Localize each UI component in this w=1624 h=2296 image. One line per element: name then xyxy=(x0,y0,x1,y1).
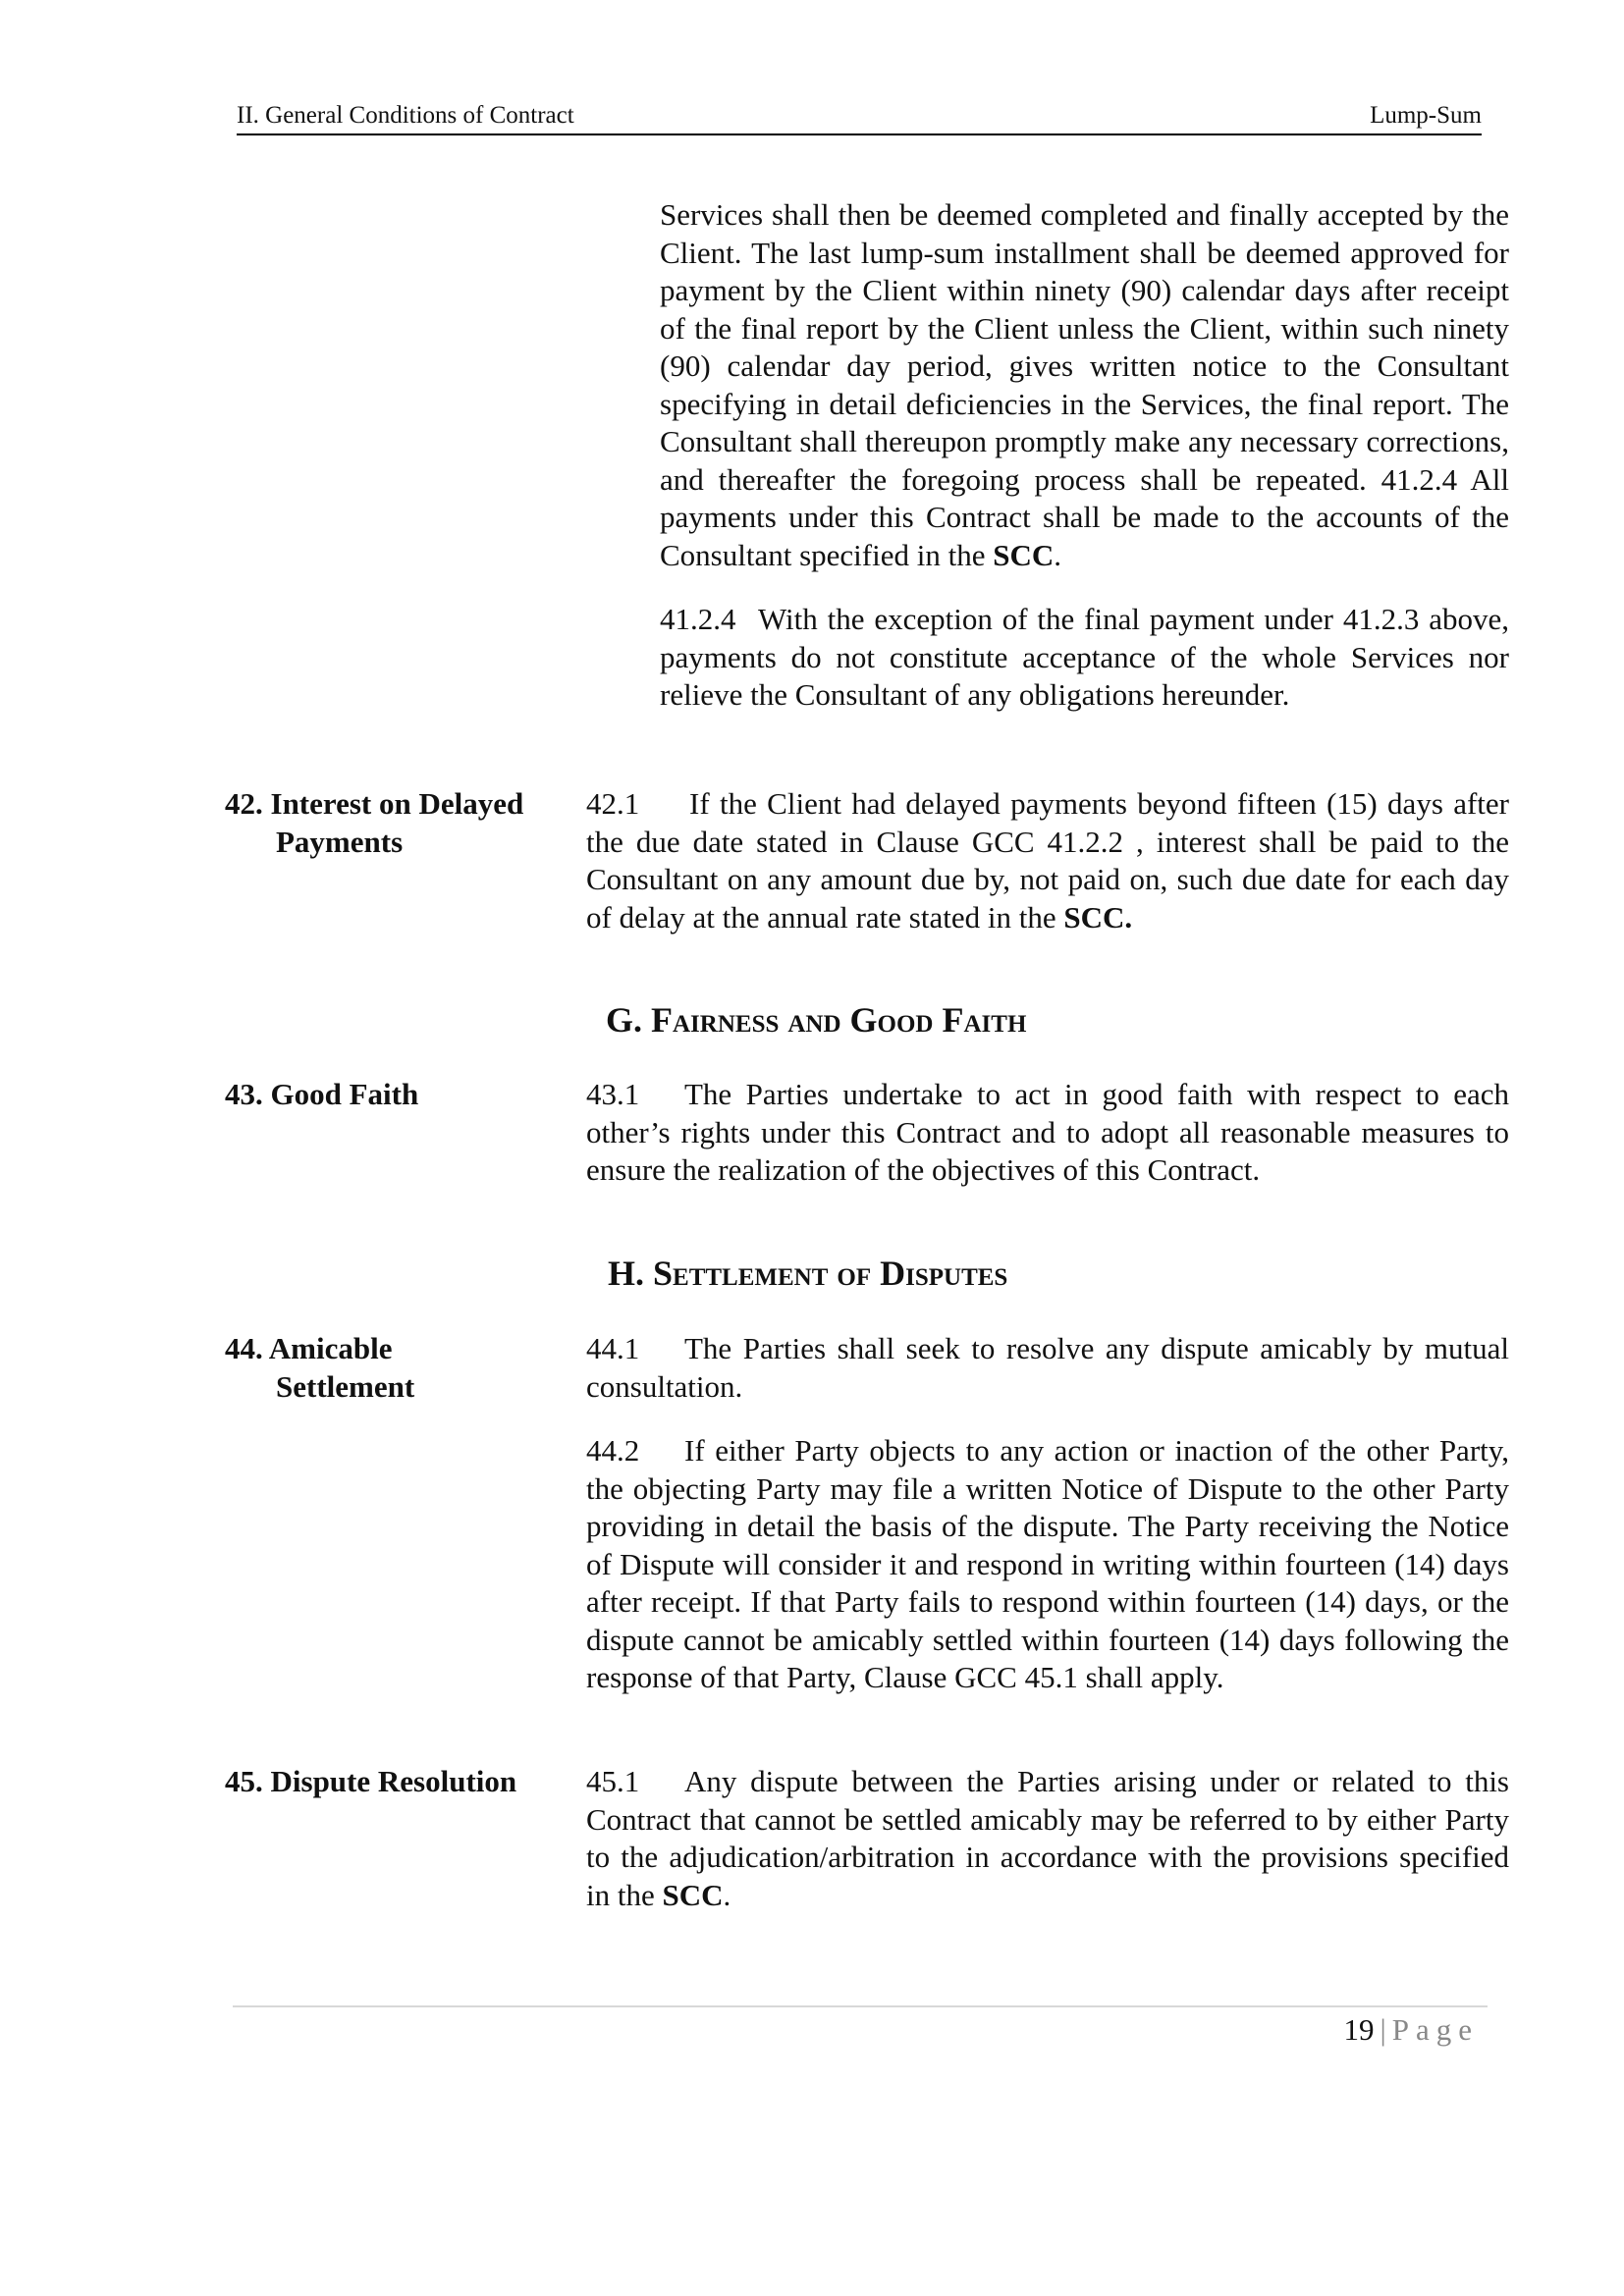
clause-42-title: 42. Interest on Delayed Payments xyxy=(225,786,524,859)
footer-separator: | xyxy=(1380,2012,1386,2047)
clause-43-body xyxy=(586,1076,1509,1216)
section-g-heading xyxy=(606,1000,1026,1040)
page-number: 19 xyxy=(1343,2012,1375,2047)
page-footer xyxy=(1344,2010,1479,2050)
page-header xyxy=(237,94,1482,135)
clause-42-1-paragraph: 42.1 If the Client had delayed payments beyond fifteen (15) days after the due date stated in Clause GCC 41.2.2 , interest shall be paid to the Consultant on any amount due by, not paid on, such due date for each day of delay at the annual rate stated in the SCC. xyxy=(586,786,1509,934)
clause-number: 42.1 xyxy=(586,786,640,821)
section-title: Fairness and Good Faith xyxy=(651,1000,1027,1040)
clause-41-continuation xyxy=(660,196,1509,741)
clause-number: 45.1 xyxy=(586,1764,640,1798)
clause-number: 41.2.4 xyxy=(660,602,736,636)
clause-45-1-paragraph: 45.1 Any dispute between the Parties arising under or related to this Contract that cannot be settled amicably may be referred to by either Party to the adjudication/arbitration in accordance with the provisions specified in the SCC. xyxy=(586,1764,1509,1912)
header-section-title: II. General Conditions of Contract xyxy=(237,102,574,129)
clause-43-title: 43. Good Faith xyxy=(225,1077,419,1111)
clause-44-1-paragraph: 44.1 The Parties shall seek to resolve any dispute amicably by mutual consultation. xyxy=(586,1331,1509,1404)
clause-45-body xyxy=(586,1763,1509,1941)
clause-41-2-4-paragraph: 41.2.4 With the exception of the final payment under 41.2.3 above, payments do not constitute acceptance of the whole Services nor relieve the Consultant of any obligations hereunder. xyxy=(660,602,1509,712)
clause-41-paragraph: Services shall then be deemed completed and finally accepted by the Client. The last lump-sum installment shall be deemed approved for payment by the Client within ninety (90) calendar days after receipt of the final report by the Client unless the Client, within such ninety (90) calendar day period, gives written notice to the Consultant specifying in detail deficiencies in the Services, the final report. The Consultant shall thereupon promptly make any necessary corrections, and thereafter the foregoing process shall be repeated. 41.2.4 All payments under this Contract shall be made to the accounts of the Consultant specified in the SCC. xyxy=(660,197,1509,572)
clause-44-title: 44. Amicable Settlement xyxy=(225,1331,415,1404)
clause-42-body xyxy=(586,785,1509,963)
section-letter: G. xyxy=(606,1000,643,1040)
section-title: Settlement of Disputes xyxy=(653,1254,1008,1293)
header-contract-type: Lump-Sum xyxy=(1370,102,1482,129)
section-h-heading xyxy=(608,1254,1007,1293)
clause-number: 44.2 xyxy=(586,1433,640,1468)
footer-divider xyxy=(233,2005,1488,2007)
section-letter: H. xyxy=(608,1254,645,1293)
clause-number: 44.1 xyxy=(586,1331,640,1365)
clause-45-title: 45. Dispute Resolution xyxy=(225,1764,517,1798)
page-word: Page xyxy=(1391,2012,1479,2047)
clause-43-1-paragraph: 43.1 The Parties undertake to act in good faith with respect to each other’s rights under this Contract and to adopt all reasonable measures to ensure the realization of the objectives of this Contract. xyxy=(586,1077,1509,1187)
clause-44-body xyxy=(586,1330,1509,1724)
clause-number: 43.1 xyxy=(586,1077,640,1111)
clause-44-2-paragraph: 44.2 If either Party objects to any action or inaction of the other Party, the objecting Party may file a written Notice of Dispute to the other Party providing in detail the basis of the dispute. The Party receiving the Notice of Dispute will consider it and respond in writing within fourteen (14) days after receipt. If that Party fails to respond within fourteen (14) days, or the dispute cannot be amicably settled within fourteen (14) days following the response of that Party, Clause GCC 45.1 shall apply. xyxy=(586,1433,1509,1694)
